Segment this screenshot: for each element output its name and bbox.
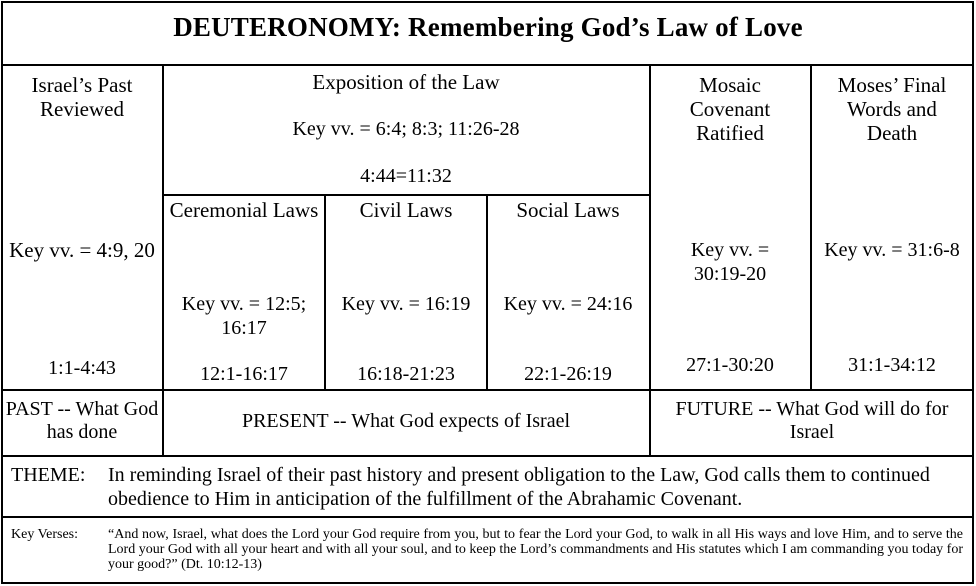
- social-ref: 22:1-26:19: [524, 363, 612, 385]
- key-verses-text: “And now, Israel, what does the Lord your God require from you, but to fear the Lord your God, to walk in all His ways and love Him, and to serve the Lord your God with all your heart and with all your soul, and to keep the Lord’s commandments and His statutes which I am commanding you today for your good?” (Dt. 10:12-13): [108, 527, 963, 572]
- key-verses-label: Key Verses:: [11, 527, 79, 542]
- final-words-heading: Moses’ Final Words and Death: [837, 73, 947, 145]
- time-past: PAST -- What God has done: [5, 398, 159, 443]
- theme-text: In reminding Israel of their past history and present obligation to the Law, God calls them to continued obedience to Him in anticipation of the fulfillment of the Abrahamic Covenant.: [108, 464, 930, 510]
- chart-title: DEUTERONOMY: Remembering God’s Law of Love: [173, 12, 803, 42]
- ceremonial-heading: Ceremonial Laws: [169, 198, 319, 222]
- divider-theme: [1, 516, 974, 518]
- time-future: FUTURE -- What God will do for Israel: [675, 398, 949, 443]
- covenant-heading: Mosaic Covenant Ratified: [689, 73, 771, 145]
- ceremonial-key: Key vv. = 12:5; 16:17: [181, 293, 307, 339]
- exposition-ref: 4:44=11:32: [360, 165, 452, 187]
- social-heading: Social Laws: [516, 198, 620, 222]
- covenant-key: Key vv. = 30:19-20: [690, 239, 770, 285]
- final-words-key: Key vv. = 31:6-8: [824, 239, 960, 261]
- time-present: PRESENT -- What God expects of Israel: [241, 410, 571, 432]
- civil-key: Key vv. = 16:19: [341, 293, 471, 315]
- civil-ref: 16:18-21:23: [357, 363, 455, 385]
- divider-exposition: [163, 194, 650, 196]
- civil-heading: Civil Laws: [359, 198, 453, 222]
- ceremonial-ref: 12:1-16:17: [200, 363, 288, 385]
- exposition-key: Key vv. = 6:4; 8:3; 11:26-28: [292, 118, 520, 140]
- divider-col-5: [810, 64, 812, 391]
- past-reviewed-key: Key vv. = 4:9, 20: [9, 238, 155, 262]
- exposition-heading: Exposition of the Law: [312, 70, 500, 94]
- past-reviewed-heading: Israel’s Past Reviewed: [31, 73, 133, 121]
- covenant-ref: 27:1-30:20: [686, 354, 774, 376]
- divider-time: [1, 455, 974, 457]
- divider-col-4: [649, 64, 651, 457]
- divider-title: [1, 64, 974, 66]
- final-words-ref: 31:1-34:12: [848, 354, 936, 376]
- theme-label: THEME:: [11, 464, 86, 486]
- past-reviewed-ref: 1:1-4:43: [48, 357, 116, 379]
- social-key: Key vv. = 24:16: [503, 293, 633, 315]
